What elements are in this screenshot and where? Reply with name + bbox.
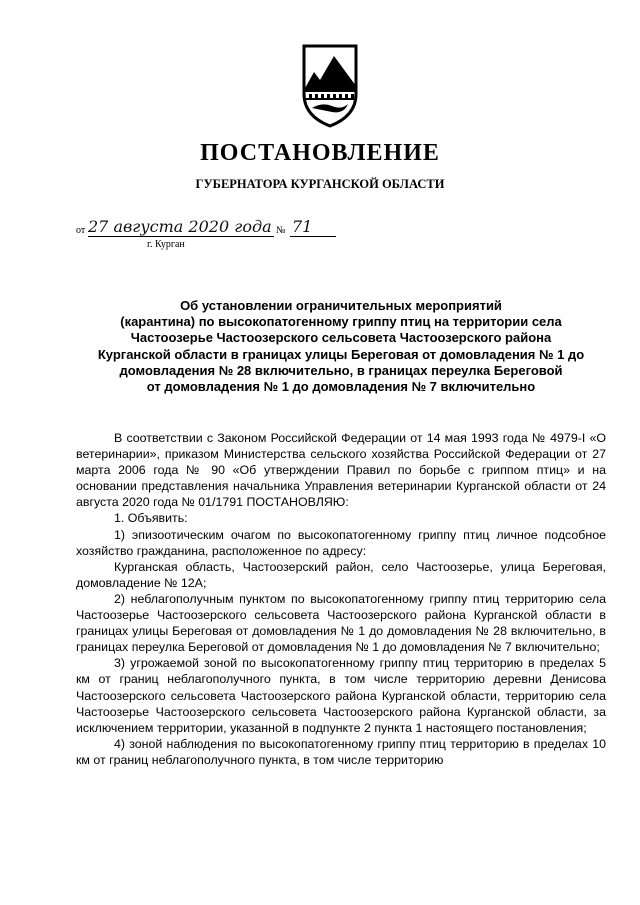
- date-underline: [88, 236, 274, 237]
- body-paragraph: 4) зоной наблюдения по высокопатогенному гриппу птиц территорию в пределах 10 км от границ неблагополучного пункта, в том числе территорию: [76, 736, 606, 767]
- city-name: г. Курган: [147, 239, 185, 250]
- handwritten-number: 71: [292, 217, 313, 236]
- heading-line: домовладения № 28 включительно, в границах переулка Береговой: [119, 362, 563, 378]
- heading-line: (карантина) по высокопатогенному гриппу птиц на территории села: [120, 314, 562, 330]
- body-paragraph: 3) угрожаемой зоной по высокопатогенному гриппу птиц территорию в пределах 5 км от границ неблагополучного пункта, в том числе территорию деревни Денисова Частоозерского сельсовета Частоозерского района Курганской области, территорию села Частоозерье Частоозерского сельсовета Частоозерского района Курганской области, за исключением территории, указанной в подпункте 2 пункта 1 настоящего постановления;: [76, 656, 606, 735]
- body-paragraph: 1) эпизоотическим очагом по высокопатогенному гриппу птиц личное подсобное хозяйство гражданина, расположенное по адресу:: [76, 527, 606, 558]
- document-body: [76, 430, 606, 768]
- document-subtitle: ГУБЕРНАТОРА КУРГАНСКОЙ ОБЛАСТИ: [195, 177, 445, 191]
- body-paragraph: 1. Объявить:: [114, 511, 188, 526]
- body-paragraph: В соответствии с Законом Российской Федерации от 14 мая 1993 года № 4979-I «О ветеринарии», приказом Министерства сельского хозяйства Российской Федерации от 27 марта 2006 года № 90 «Об утверждении Правил по борьбе с гриппом птиц» и на основании представления начальника Управления ветеринарии Курганской области от 24 августа 2020 года № 01/1791 ПОСТАНОВЛЯЮ:: [76, 431, 606, 510]
- heading-line: Частоозерье Частоозерского сельсовета Частоозерского района: [130, 330, 552, 346]
- date-prefix: от: [76, 225, 86, 236]
- document-title: ПОСТАНОВЛЕНИЕ: [200, 140, 440, 166]
- resolution-heading: [76, 298, 606, 395]
- number-underline: [290, 236, 336, 237]
- date-number-line: [76, 219, 376, 259]
- heading-line: Об установлении ограничительных мероприятий: [180, 298, 502, 313]
- handwritten-date: 27 августа 2020 года: [88, 217, 272, 236]
- body-paragraph: Курганская область, Частоозерский район, село Частоозерье, улица Береговая, домовладение № 12А;: [76, 559, 606, 590]
- coat-of-arms-icon: [300, 42, 360, 128]
- heading-line: от домовладения № 1 до домовладения № 7 включительно: [146, 379, 536, 395]
- number-label: №: [276, 225, 286, 236]
- body-paragraph: 2) неблагополучным пунктом по высокопатогенному гриппу птиц территорию села Частоозерье Частоозерского сельсовета Частоозерского района Курганской области в границах улицы Береговая от домовладения № 1 до домовладения № 28 включительно, в границах переулка Береговой от домовладения № 1 до домовладения № 7 включительно;: [76, 591, 606, 655]
- heading-line: Курганской области в границах улицы Береговая от домовладения № 1 до: [97, 346, 585, 362]
